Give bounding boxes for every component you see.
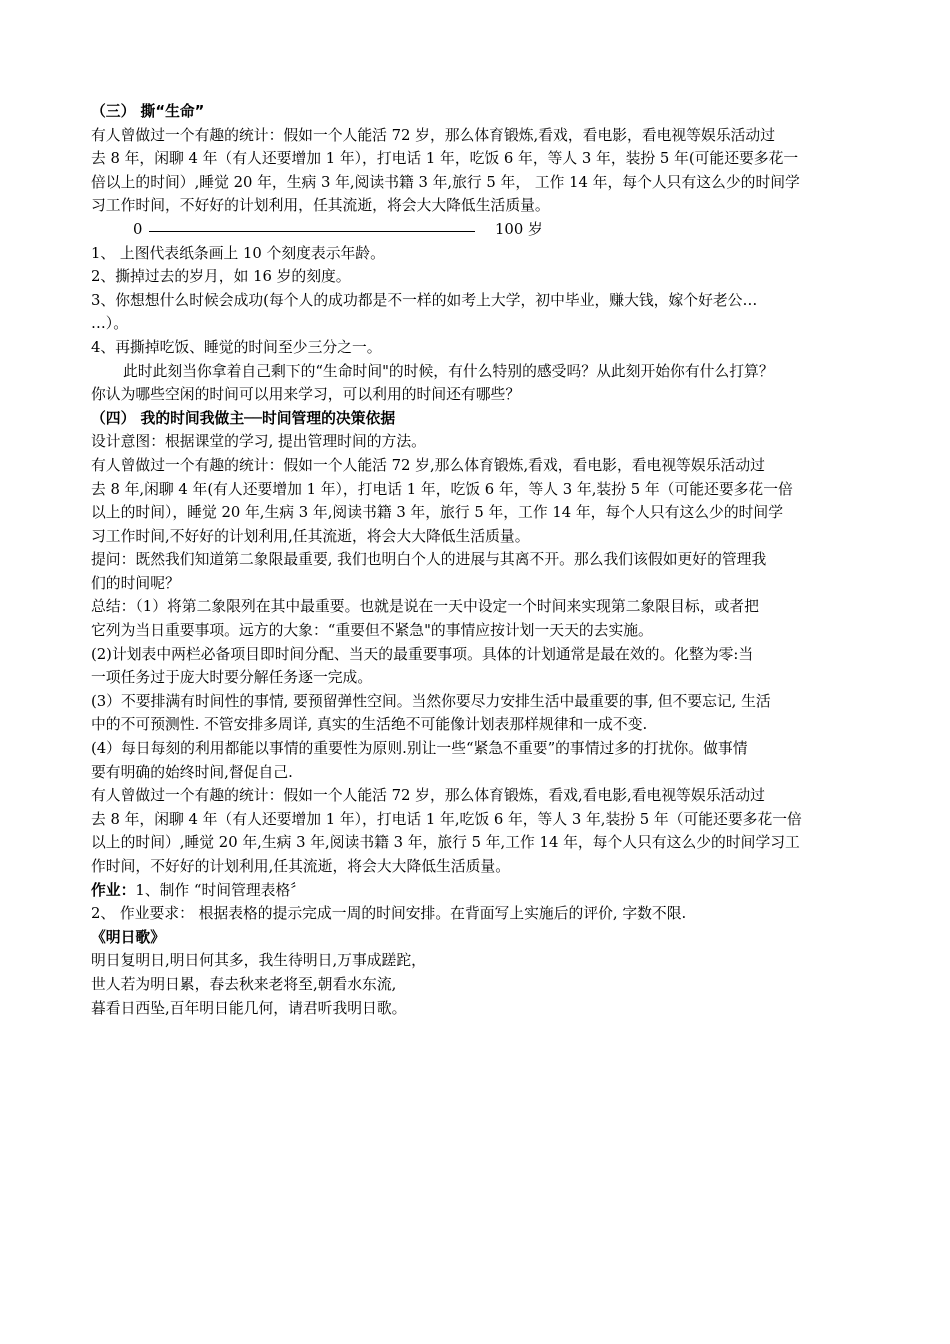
document-body bbox=[91, 100, 866, 1020]
paragraph-line: 倍以上的时间）,睡觉 20 年，生病 3 年,阅读书籍 3 年,旅行 5 年， 工作 14 年，每个人只有这么少的时间学 bbox=[91, 173, 800, 191]
poem-line: 世人若为明日累，春去秋来老将至,朝看水东流, bbox=[91, 975, 397, 993]
paragraph-line: 有人曾做过一个有趣的统计：假如一个人能活 72 岁,那么体育锻炼,看戏，看电影，看电视等娱乐活动过 bbox=[91, 456, 765, 474]
summary-line: 要有明确的始终时间,督促自己. bbox=[91, 763, 293, 781]
section-heading-3: （三） 撕“生命” bbox=[91, 103, 205, 120]
summary-line: (4）每日每刻的利用都能以事情的重要性为原则.别让一些“紧急不重要”的事情过多的打扰你。做事情 bbox=[91, 740, 748, 758]
paragraph-line: 去 8 年，闲聊 4 年（有人还要增加 1 年），打电话 1 年,吃饭 6 年，等人 3 年,装扮 5 年（可能还要多花一倍 bbox=[91, 810, 802, 828]
homework-label: 作业： bbox=[91, 881, 136, 899]
summary-line: 它列为当日重要事项。远方的大象：“重要但不紧急"的事情应按计划一天天的去实施。 bbox=[91, 622, 653, 640]
poem-line: 明日复明日,明日何其多，我生待明日,万事成蹉跎， bbox=[91, 952, 426, 970]
paragraph-line: 以上的时间）,睡觉 20 年,生病 3 年,阅读书籍 3 年，旅行 5 年,工作 14 年，每个人只有这么少的时间学习工 bbox=[91, 834, 800, 852]
list-item: 4、再撕掉吃饭、睡觉的时间至少三分之一。 bbox=[91, 338, 382, 356]
ruler-start-label: 0 bbox=[133, 220, 143, 238]
summary-line: (3）不要排满有时间性的事情, 要预留弹性空间。当然你要尽力安排生活中最重要的事, 但不要忘记, 生活 bbox=[91, 692, 771, 710]
section-heading-4: （四） 我的时间我做主──时间管理的决策依据 bbox=[91, 409, 396, 427]
summary-line: 总结：（1）将第二象限列在其中最重要。也就是说在一天中设定一个时间来实现第二象限目标，或者把 bbox=[91, 598, 759, 616]
poem-line: 暮看日西坠,百年明日能几何，请君听我明日歌。 bbox=[91, 999, 407, 1017]
question-line: 们的时间呢？ bbox=[91, 574, 180, 592]
list-item: 1、 上图代表纸条画上 10 个刻度表示年龄。 bbox=[91, 244, 385, 262]
ruler-line bbox=[149, 231, 475, 232]
paragraph-line: 作时间，不好好的计划利用,任其流逝，将会大大降低生活质量。 bbox=[91, 858, 511, 875]
paragraph-line: 以上的时间），睡觉 20 年,生病 3 年,阅读书籍 3 年，旅行 5 年，工作 14 年，每个人只有这么少的时间学 bbox=[91, 504, 784, 522]
life-ruler bbox=[91, 218, 866, 242]
homework-requirement: 2、 作业要求： 根据表格的提示完成一周的时间安排。在背面写上实施后的评价, 字数不限. bbox=[91, 905, 687, 923]
paragraph-line: 有人曾做过一个有趣的统计：假如一个人能活 72 岁，那么体育锻炼，看戏,看电影,看电视等娱乐活动过 bbox=[91, 787, 765, 805]
poem-title: 《明日歌》 bbox=[91, 928, 165, 946]
ruler-end-label: 100 岁 bbox=[495, 220, 543, 238]
paragraph-line: 习工作时间,不好好的计划利用,任其流逝，将会大大降低生活质量。 bbox=[91, 527, 530, 545]
paragraph-line: 去 8 年,闲聊 4 年(有人还要增加 1 年），打电话 1 年，吃饭 6 年，等人 3 年,装扮 5 年（可能还要多花一倍 bbox=[91, 480, 793, 498]
summary-line: (2)计划表中两栏必备项目即时间分配、当天的最重要事项。具体的计划通常是最在效的。化整为零:当 bbox=[91, 645, 754, 663]
question-line: 提问：既然我们知道第二象限最重要, 我们也明白个人的进展与其离不开。那么我们该假如更好的管理我 bbox=[91, 551, 767, 569]
design-intent: 设计意图：根据课堂的学习, 提出管理时间的方法。 bbox=[91, 433, 426, 451]
summary-line: 一项任务过于庞大时要分解任务逐一完成。 bbox=[91, 669, 373, 687]
paragraph-line: 此时此刻当你拿着自己剩下的“生命时间"的时候，有什么特别的感受吗？从此刻开始你有什么打算？ bbox=[123, 362, 774, 380]
homework-line bbox=[91, 879, 866, 903]
paragraph-line: 习工作时间，不好好的计划利用，任其流逝，将会大大降低生活质量。 bbox=[91, 197, 550, 215]
list-item: 2、撕掉过去的岁月，如 16 岁的刻度。 bbox=[91, 268, 351, 286]
list-item: 3、你想想什么时候会成功(每个人的成功都是不一样的如考上大学，初中毕业，赚大钱，嫁个好老公… bbox=[91, 291, 758, 309]
paragraph-line: 去 8 年，闲聊 4 年（有人还要增加 1 年），打电话 1 年，吃饭 6 年，等人 3 年，装扮 5 年(可能还要多花一 bbox=[91, 150, 799, 168]
paragraph-line: 你认为哪些空闲的时间可以用来学习，可以利用的时间还有哪些？ bbox=[91, 386, 521, 404]
list-item-continuation: …）。 bbox=[91, 315, 128, 333]
paragraph-line: 有人曾做过一个有趣的统计：假如一个人能活 72 岁，那么体育锻炼,看戏，看电影，看电视等娱乐活动过 bbox=[91, 126, 776, 144]
summary-line: 中的不可预测性. 不管安排多周详, 真实的生活绝不可能像计划表那样规律和一成不变. bbox=[91, 716, 648, 734]
homework-task: 1、制作 “时间管理表格〞 bbox=[135, 881, 306, 899]
